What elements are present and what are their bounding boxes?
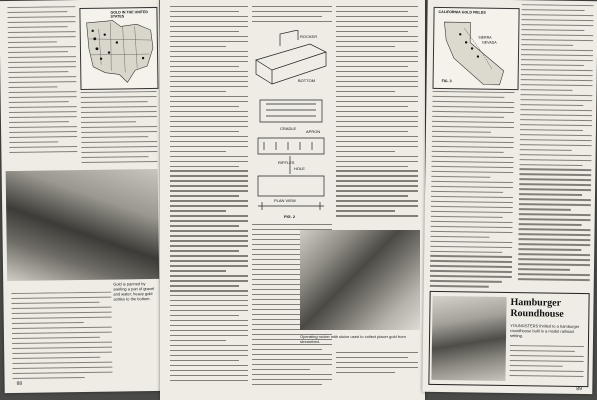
label-riffles: RIFFLES bbox=[278, 160, 295, 165]
middle-page bbox=[160, 0, 425, 400]
label-bottom: BOTTOM bbox=[298, 78, 316, 83]
rocker-diagram bbox=[250, 30, 332, 220]
label-rocker: ROCKER bbox=[300, 34, 318, 39]
left-page bbox=[0, 0, 165, 393]
label-plan: PLAN VIEW bbox=[274, 198, 296, 203]
right-text-column-1 bbox=[430, 91, 515, 292]
middle-text-column-1 bbox=[170, 6, 248, 390]
map-label-nevada: NEVADA bbox=[482, 40, 497, 45]
map-label-sierra: SIERRA bbox=[478, 35, 492, 40]
label-hole: HOLE bbox=[294, 166, 305, 171]
left-text-column-bottom-a bbox=[11, 292, 112, 385]
ca-map-outline bbox=[434, 8, 519, 89]
roundhouse-headline: Hamburger Roundhouse bbox=[510, 297, 564, 320]
label-cradle: CRADLE bbox=[280, 126, 297, 131]
hamburger-roundhouse-box bbox=[428, 291, 589, 387]
right-page-number: 89 bbox=[576, 385, 582, 393]
ca-map-title: CALIFORNIA GOLD FIELDS bbox=[438, 9, 486, 15]
middle-text-column-3-bottom bbox=[336, 352, 418, 392]
rocker-operation-photo bbox=[300, 230, 420, 330]
left-text-column-mid bbox=[81, 91, 158, 172]
label-fig2: FIG. 2 bbox=[284, 214, 296, 219]
middle-photo-caption: Operating rocker with sluice used to collect placer gold from streambed. bbox=[300, 334, 406, 344]
middle-text-column-3 bbox=[336, 6, 418, 226]
left-photo-caption: Gold is panned by swirling a pan of gravel and water; heavy gold settles to the bottom. bbox=[113, 281, 155, 302]
california-gold-map bbox=[432, 7, 519, 90]
left-text-column-top bbox=[7, 6, 77, 167]
left-page-number: 88 bbox=[16, 380, 23, 387]
right-text-column-2 bbox=[518, 4, 594, 287]
gold-panning-photo bbox=[6, 169, 160, 281]
roundhouse-intro: YOUNGSTERS thrilled to a hamburger roundhouse built in a model railroad setting. bbox=[510, 323, 580, 339]
roundhouse-photo bbox=[431, 296, 506, 381]
us-gold-map bbox=[79, 7, 158, 90]
roundhouse-text bbox=[509, 345, 583, 382]
middle-text-column-2-top bbox=[252, 6, 332, 28]
us-map-outline bbox=[80, 8, 157, 89]
right-page bbox=[422, 0, 597, 394]
label-apron: APRON bbox=[306, 129, 321, 134]
map-title: GOLD IN THE UNITED STATES bbox=[110, 10, 149, 19]
map-label-fig: FIG. 3 bbox=[441, 79, 452, 84]
